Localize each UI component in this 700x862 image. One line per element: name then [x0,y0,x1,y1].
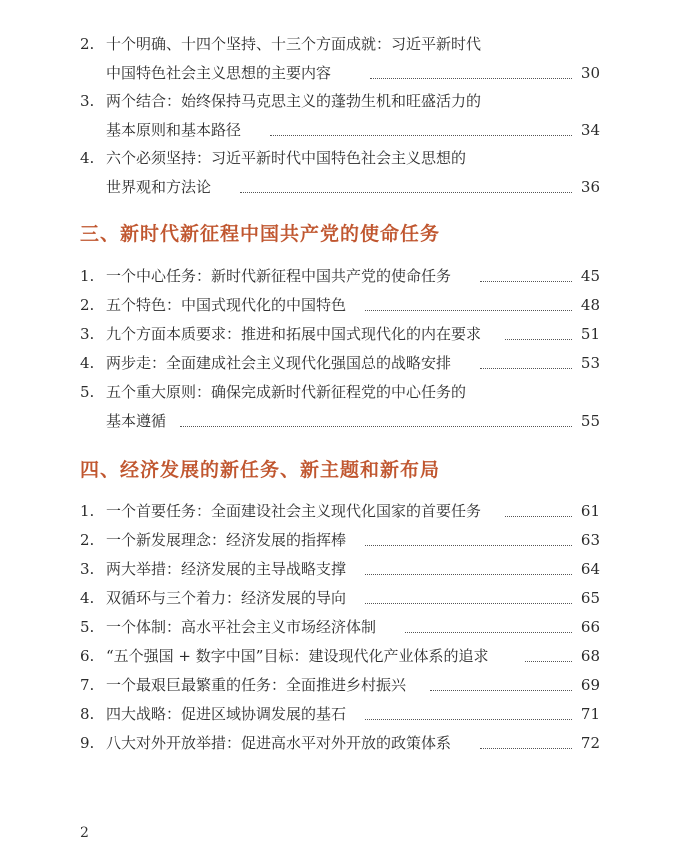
leader-dots [365,545,572,546]
entry-title: 六个必须坚持：习近平新时代中国特色社会主义思想的 [106,149,467,167]
entry-page: 53 [580,354,600,372]
entry-page: 48 [580,296,600,314]
entry-title: 两大举措：经济发展的主导战略支撑 [106,560,347,578]
entry-title-cont: 基本遵循 [106,412,167,430]
toc-entry[interactable] [80,675,600,695]
page-number: 2 [80,825,89,841]
entry-page: 69 [580,676,600,694]
entry-number: 4. [80,149,95,167]
entry-page: 45 [580,267,600,285]
entry-number: 1. [80,267,95,285]
toc-entry[interactable] [80,34,600,83]
entry-number: 3. [80,560,95,578]
toc-entry[interactable] [80,353,600,373]
entry-number: 9. [80,734,95,752]
leader-dots [365,719,572,720]
leader-dots [240,192,572,193]
entry-page: 63 [580,531,600,549]
entry-title-cont: 世界观和方法论 [106,178,212,196]
toc-entry[interactable] [80,704,600,724]
entry-page: 66 [580,618,600,636]
entry-title: 一个中心任务：新时代新征程中国共产党的使命任务 [106,267,452,285]
entry-page: 30 [580,64,600,82]
toc-entry[interactable] [80,530,600,550]
entry-title: 五个重大原则：确保完成新时代新征程党的中心任务的 [106,383,467,401]
entry-page: 64 [580,560,600,578]
entry-number: 3. [80,325,95,343]
entry-title: 五个特色：中国式现代化的中国特色 [106,296,347,314]
entry-number: 4. [80,354,95,372]
entry-page: 72 [580,734,600,752]
toc-entry[interactable] [80,266,600,286]
toc-entry[interactable] [80,588,600,608]
entry-title: 十个明确、十四个坚持、十三个方面成就：习近平新时代 [106,35,482,53]
leader-dots [405,632,572,633]
entry-number: 2. [80,531,95,549]
entry-page: 34 [580,121,600,139]
toc-entry[interactable] [80,646,600,666]
entry-title: 一个体制：高水平社会主义市场经济体制 [106,618,377,636]
entry-number: 8. [80,705,95,723]
entry-title: 一个首要任务：全面建设社会主义现代化国家的首要任务 [106,502,482,520]
leader-dots [365,310,572,311]
leader-dots [180,426,572,427]
entry-title: 两个结合：始终保持马克思主义的蓬勃生机和旺盛活力的 [106,92,482,110]
entry-number: 1. [80,502,95,520]
entry-page: 61 [580,502,600,520]
entry-number: 7. [80,676,95,694]
toc-entry[interactable] [80,324,600,344]
entry-title: 一个最艰巨最繁重的任务：全面推进乡村振兴 [106,676,407,694]
toc-entry[interactable] [80,148,600,197]
leader-dots [365,574,572,575]
section-heading[interactable]: 四、经济发展的新任务、新主题和新布局 [80,459,441,481]
toc-entry[interactable] [80,617,600,637]
entry-number: 3. [80,92,95,110]
leader-dots [370,78,572,79]
leader-dots [525,661,572,662]
entry-title: “五个强国 + 数字中国”目标：建设现代化产业体系的追求 [106,647,489,665]
toc-entry[interactable] [80,295,600,315]
entry-title: 四大战略：促进区域协调发展的基石 [106,705,347,723]
entry-title: 九个方面本质要求：推进和拓展中国式现代化的内在要求 [106,325,482,343]
entry-page: 55 [580,412,600,430]
entry-number: 2. [80,296,95,314]
leader-dots [365,603,572,604]
leader-dots [480,748,572,749]
entry-title-cont: 基本原则和基本路径 [106,121,242,139]
entry-number: 2. [80,35,95,53]
entry-page: 68 [580,647,600,665]
entry-title: 双循环与三个着力：经济发展的导向 [106,589,347,607]
leader-dots [505,339,572,340]
entry-page: 65 [580,589,600,607]
entry-number: 5. [80,383,95,401]
section-heading[interactable]: 三、新时代新征程中国共产党的使命任务 [80,223,441,245]
entry-title-cont: 中国特色社会主义思想的主要内容 [106,64,332,82]
toc-entry[interactable] [80,382,600,431]
leader-dots [505,516,572,517]
leader-dots [480,368,572,369]
entry-number: 4. [80,589,95,607]
entry-title: 八大对外开放举措：促进高水平对外开放的政策体系 [106,734,452,752]
leader-dots [270,135,572,136]
entry-page: 36 [580,178,600,196]
leader-dots [430,690,572,691]
entry-title: 一个新发展理念：经济发展的指挥棒 [106,531,347,549]
toc-entry[interactable] [80,91,600,140]
toc-entry[interactable] [80,501,600,521]
entry-number: 6. [80,647,95,665]
leader-dots [480,281,572,282]
toc-entry[interactable] [80,559,600,579]
entry-title: 两步走：全面建成社会主义现代化强国总的战略安排 [106,354,452,372]
entry-page: 51 [580,325,600,343]
entry-number: 5. [80,618,95,636]
entry-page: 71 [580,705,600,723]
toc-entry[interactable] [80,733,600,753]
